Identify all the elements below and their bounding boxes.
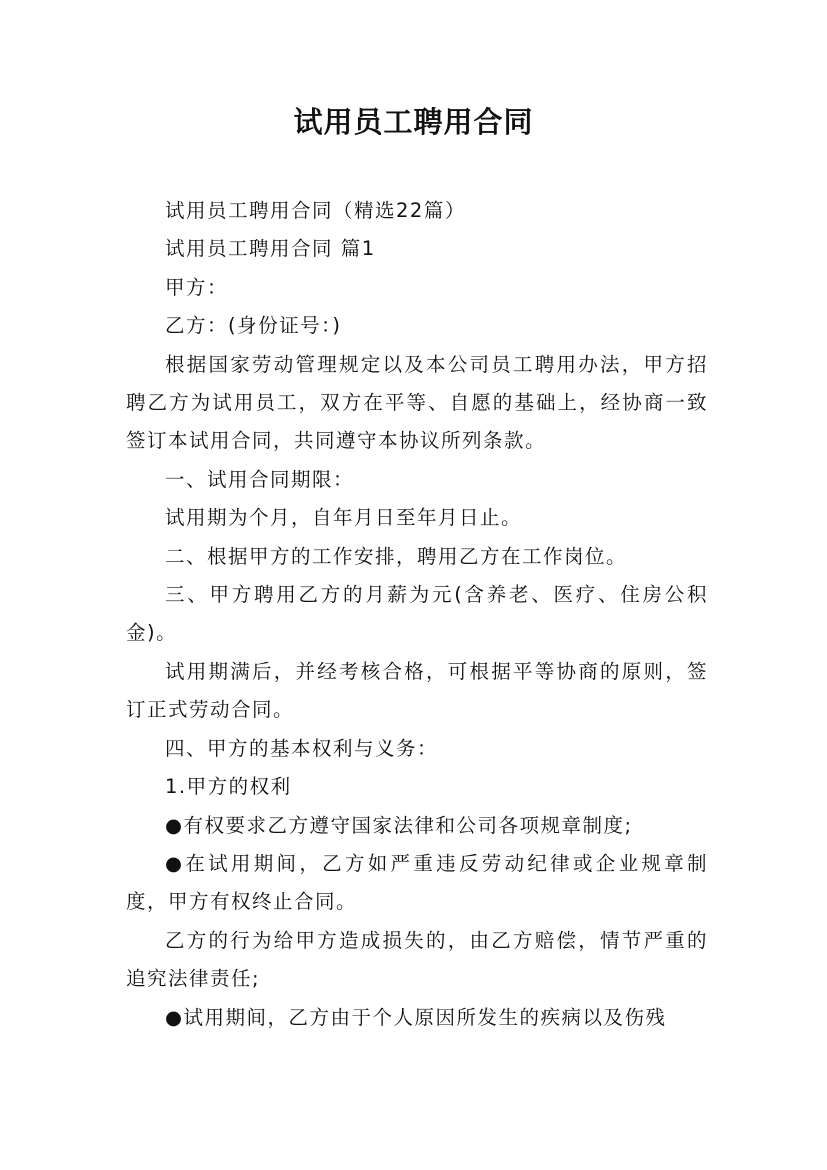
paragraph-bullet-1: ●有权要求乙方遵守国家法律和公司各项规章制度; <box>165 813 633 837</box>
paragraph-probation-period: 试用期为个月，自年月日至年月日止。 <box>165 506 523 530</box>
paragraph-bullet-3: ●试用期间，乙方由于个人原因所发生的疾病以及伤残 <box>165 1005 667 1029</box>
paragraph-subtitle: 试用员工聘用合同（精选22篇） <box>165 199 466 222</box>
paragraph-bullet-2: ●在试用期间，乙方如严重违反劳动纪律或企业规章制度，甲方有权终止合同。 <box>126 851 708 914</box>
paragraph-party-a: 甲方： <box>165 275 229 299</box>
paragraph-clause-3: 三、甲方聘用乙方的月薪为元(含养老、医疗、住房公积金)。 <box>126 583 708 645</box>
paragraph-clause-4-heading: 四、甲方的基本权利与义务： <box>165 736 439 760</box>
paragraph-preamble: 根据国家劳动管理规定以及本公司员工聘用办法，甲方招聘乙方为试用员工，双方在平等、自愿的基础上，经协商一致签订本试用合同，共同遵守本协议所列条款。 <box>126 352 708 453</box>
paragraph-section-heading: 试用员工聘用合同 篇1 <box>165 237 376 261</box>
paragraph-compensation: 乙方的行为给甲方造成损失的，由乙方赔偿，情节严重的追究法律责任; <box>126 928 708 991</box>
paragraph-after-probation: 试用期满后，并经考核合格，可根据平等协商的原则，签订正式劳动合同。 <box>126 659 708 722</box>
paragraph-party-a-rights: 1.甲方的权利 <box>165 775 292 799</box>
paragraph-clause-2: 二、根据甲方的工作安排，聘用乙方在工作岗位。 <box>165 544 628 568</box>
document-title: 试用员工聘用合同 <box>293 105 534 139</box>
paragraph-clause-1-heading: 一、试用合同期限： <box>165 467 355 491</box>
paragraph-party-b: 乙方：(身份证号：) <box>165 314 342 338</box>
document-body <box>126 192 708 1037</box>
